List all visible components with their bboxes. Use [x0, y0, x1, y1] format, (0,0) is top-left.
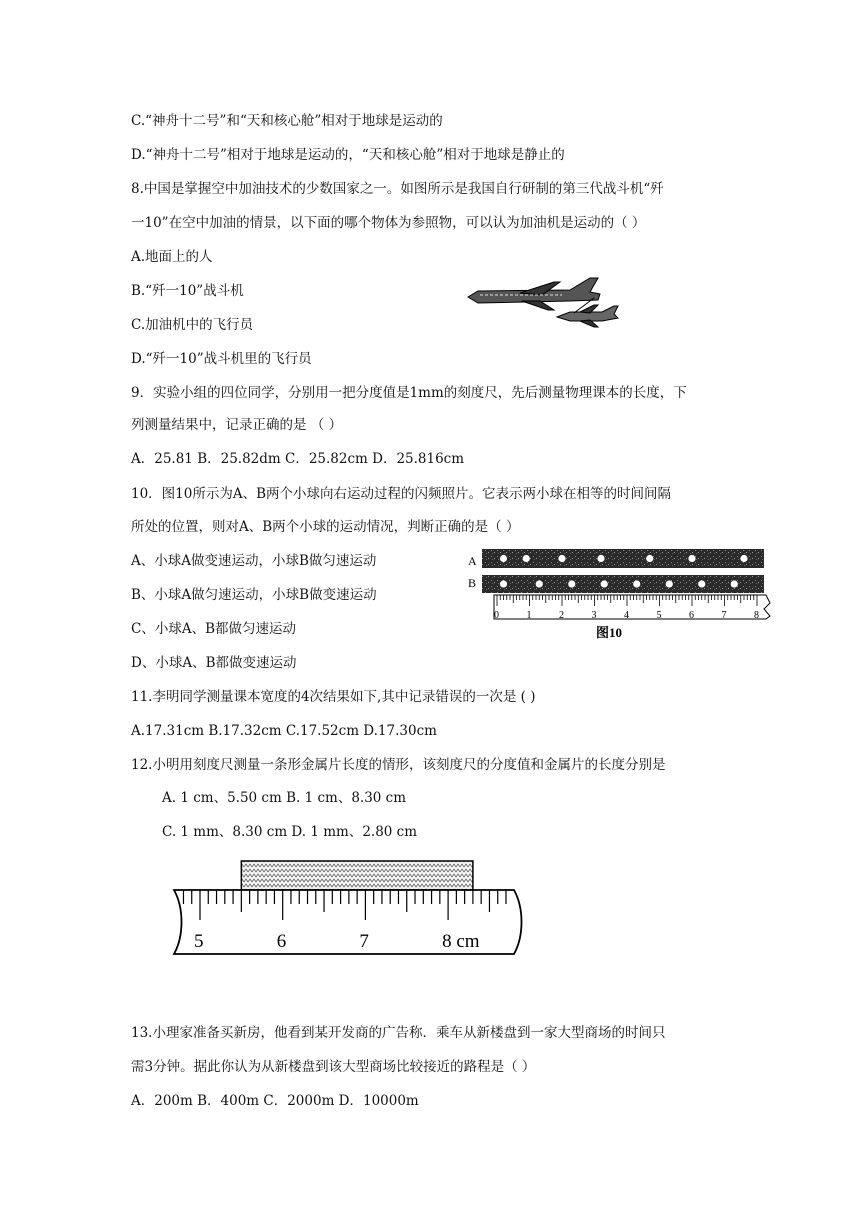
q10-stem-line1: 10．图10所示为A、B两个小球向右运动过程的闪频照片。它表示两小球在相等的时间间隔	[131, 486, 672, 502]
ball-a-position	[523, 555, 530, 562]
q7-option-d: D.“神舟十二号”相对于地球是运动的，“天和核心舱”相对于地球是静止的	[131, 147, 565, 163]
ruler-body	[494, 595, 770, 619]
q13-stem-line1: 13.小理家准备买新房，他看到某开发商的广告称．乘车从新楼盘到一家大型商场的时间只	[131, 1025, 666, 1041]
q8-stem-line2: 一10”在空中加油的情景，以下面的哪个物体为参照物，可以认为加油机是运动的（ ）	[131, 215, 646, 231]
ball-b-position	[601, 580, 608, 587]
ball-b-position	[633, 580, 640, 587]
ruler-label: 5	[194, 931, 204, 952]
q9-stem-line1: 9．实验小组的四位同学，分别用一把分度值是1mm的刻度尺，先后测量物理课本的长度，下	[131, 385, 687, 401]
q13-stem-line2: 需3分钟。据此你认为从新楼盘到该大型商场比较接近的路程是（ ）	[131, 1059, 536, 1075]
q11-options: A.17.31cm B.17.32cm C.17.52cm D.17.30cm	[131, 723, 437, 739]
ruler-label: 6	[689, 610, 694, 621]
q12-stem: 12.小明用刻度尺测量一条形金属片长度的情形，该刻度尺的分度值和金属片的长度分别是	[131, 757, 666, 773]
q8-option-a: A.地面上的人	[131, 249, 213, 265]
ruler-label: 4	[624, 610, 629, 621]
ball-a-position	[500, 555, 507, 562]
track-b-strip	[482, 575, 764, 593]
q10-stem-line2: 所处的位置，则对A、B两个小球的运动情况，判断正确的是（ ）	[131, 519, 520, 535]
q10-option-c: C、小球A、B都做匀速运动	[131, 621, 296, 637]
ball-a-position	[688, 555, 695, 562]
ball-b-position	[698, 580, 705, 587]
ruler-label: 8	[754, 610, 759, 621]
ruler-label: 7	[721, 610, 727, 621]
ball-a-position	[558, 555, 565, 562]
ruler-label: 5	[656, 610, 662, 621]
q8-option-d: D.“歼一10”战斗机里的飞行员	[131, 351, 312, 367]
ball-b-position	[666, 580, 673, 587]
ball-a-position	[646, 555, 653, 562]
q10-option-a: A、小球A做变速运动，小球B做匀速运动	[131, 553, 377, 569]
figure-10-caption: 图10	[596, 625, 623, 640]
ball-a-position	[740, 555, 747, 562]
tanker-plane-icon	[468, 278, 600, 310]
q8-option-c: C.加油机中的飞行员	[131, 317, 254, 333]
aerial-refueling-figure	[462, 270, 622, 330]
q10-option-d: D、小球A、B都做变速运动	[131, 655, 297, 671]
q9-stem-line2: 列测量结果中，记录正确的是 （ ）	[131, 417, 343, 433]
ruler-label: 2	[559, 610, 564, 621]
q10-option-b: B、小球A做匀速运动，小球B做变速运动	[131, 587, 377, 603]
q11-stem: 11.李明同学测量课本宽度的4次结果如下,其中记录错误的一次是 ( )	[131, 689, 536, 705]
fighter-jet-icon	[557, 305, 618, 327]
ruler-label: 0	[494, 610, 499, 621]
ball-b-position	[731, 580, 738, 587]
q8-option-b: B.“歼一10”战斗机	[131, 283, 244, 299]
q7-option-c: C.“神舟十二号”和“天和核心舱”相对于地球是运动的	[131, 113, 443, 129]
ball-a-position	[597, 555, 604, 562]
strobe-photo-figure	[466, 543, 780, 643]
metal-strip	[241, 861, 473, 890]
q8-stem-line1: 8.中国是掌握空中加油技术的少数国家之一。如图所示是我国自行研制的第三代战斗机“歼	[131, 181, 664, 197]
track-b-label: B	[468, 576, 477, 590]
ruler-label: 7	[359, 931, 369, 952]
ruler-label: 6	[276, 931, 287, 952]
ruler-label: 1	[526, 610, 532, 621]
ball-b-position	[500, 580, 507, 587]
ruler-label: 3	[591, 610, 597, 621]
q12-options-ab: A. 1 cm、5.50 cm B. 1 cm、8.30 cm	[162, 790, 407, 806]
q12-options-cd: C. 1 mm、8.30 cm D. 1 mm、2.80 cm	[162, 824, 418, 840]
ball-b-position	[536, 580, 543, 587]
track-a-label: A	[468, 554, 477, 568]
ruler-metal-strip-figure	[164, 858, 524, 958]
ball-b-position	[568, 580, 575, 587]
q9-options: A．25.81 B．25.82dm C．25.82cm D．25.816cm	[131, 451, 465, 467]
ruler-label: 8 cm	[442, 931, 480, 952]
q13-options: A．200m B．400m C．2000m D．10000m	[131, 1093, 419, 1109]
